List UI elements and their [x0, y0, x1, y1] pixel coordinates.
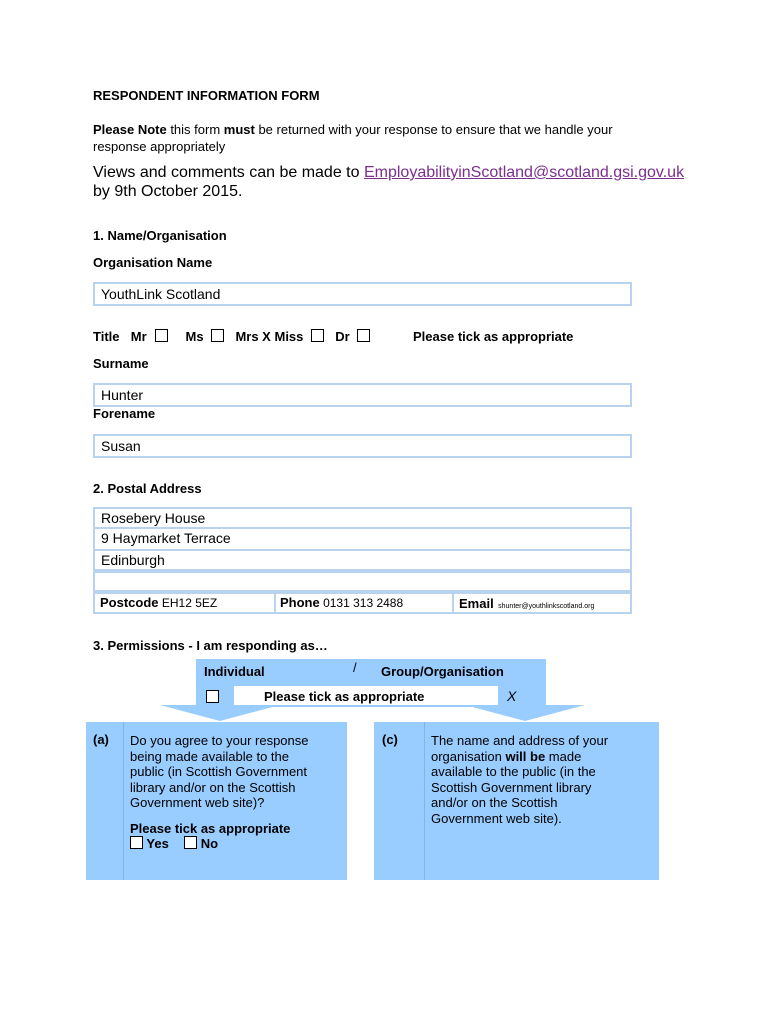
permission-tick-note: Please tick as appropriate [264, 689, 425, 704]
no-label: No [200, 836, 219, 851]
phone-cell[interactable] [280, 595, 403, 610]
contact-row [93, 592, 632, 614]
title-mr-label: Mr [130, 329, 147, 344]
please-note [93, 121, 693, 155]
email-link[interactable]: EmployabilityinScotland@scotland.gsi.gov.uk [363, 164, 685, 181]
section1-heading: 1. Name/Organisation [93, 228, 227, 243]
box-a-line: library and/or on the Scottish [130, 779, 296, 795]
arrow-down-left-icon [150, 705, 290, 723]
surname-label: Surname [93, 356, 149, 371]
yes-label: Yes [146, 836, 169, 851]
note-part1: this form [166, 122, 224, 137]
views-lead: Views and comments can be made to [93, 164, 364, 181]
box-a-line: public (in Scottish Government [130, 764, 308, 779]
individual-checkbox[interactable] [206, 690, 219, 703]
box-c-line: available to the public (in the [431, 764, 596, 779]
email-value: shunter@youthlinkscotland.org [498, 603, 595, 610]
slash-separator: / [353, 660, 357, 675]
box-c-text [431, 733, 608, 826]
box-c-line [431, 749, 608, 765]
views-text [93, 163, 733, 201]
box-c-line: Scottish Government library [431, 779, 592, 795]
note-line2: response appropriately [93, 139, 226, 154]
title-miss-label: Miss [274, 329, 304, 344]
arrow-down-right-icon [455, 705, 595, 723]
org-name-label: Organisation Name [93, 255, 213, 270]
permission-box-a [86, 722, 347, 880]
box-c-line: The name and address of your [431, 733, 609, 748]
title-mr-checkbox[interactable] [155, 329, 168, 342]
postcode-label: Postcode [100, 595, 159, 610]
title-mrs-label: Mrs X [235, 329, 271, 344]
title-dr-checkbox[interactable] [357, 329, 370, 342]
box-c-will-be: will be [505, 748, 546, 764]
box-a-line: Do you agree to your response [130, 733, 309, 748]
address-line-2[interactable]: 9 Haymarket Terrace [93, 529, 632, 551]
permission-box-c [374, 722, 659, 880]
section3-heading: 3. Permissions - I am responding as… [93, 638, 328, 653]
yes-checkbox[interactable] [130, 836, 143, 849]
form-title: RESPONDENT INFORMATION FORM [93, 88, 320, 103]
title-ms-checkbox[interactable] [211, 329, 224, 342]
box-a-line: Government web site)? [130, 795, 265, 810]
box-c-line: and/or on the Scottish [431, 795, 558, 810]
note-part2: be returned with your response to ensure that we handle your [254, 122, 613, 137]
postcode-cell[interactable] [100, 595, 217, 610]
no-checkbox[interactable] [184, 836, 197, 849]
box-c-line: Government web site). [431, 810, 562, 826]
box-c-line2-post: made [545, 748, 582, 764]
forename-label: Forename [93, 406, 156, 421]
box-a-tick-note: Please tick as appropriate [130, 821, 291, 836]
box-a-letter: (a) [93, 732, 109, 747]
phone-label: Phone [280, 595, 320, 610]
box-c-letter: (c) [382, 732, 398, 747]
address-line-3[interactable]: Edinburgh [93, 551, 632, 571]
yes-no-row [130, 836, 218, 851]
title-miss-checkbox[interactable] [311, 329, 324, 342]
note-must: must [223, 122, 255, 137]
individual-label: Individual [204, 664, 265, 679]
title-ms-label: Ms [185, 329, 204, 344]
box-a-line: being made available to the [130, 748, 290, 764]
views-deadline: by 9th October 2015. [93, 183, 243, 200]
surname-field[interactable]: Hunter [93, 383, 632, 407]
box-c-line2-pre: organisation [431, 748, 506, 764]
email-cell[interactable] [459, 595, 594, 613]
title-tick-note: Please tick as appropriate [413, 329, 574, 344]
email-label: Email [459, 596, 494, 611]
note-lead: Please Note [93, 122, 167, 137]
group-label: Group/Organisation [381, 664, 504, 679]
section2-heading: 2. Postal Address [93, 481, 202, 496]
org-name-field[interactable]: YouthLink Scotland [93, 282, 632, 306]
box-a-question [130, 733, 309, 811]
address-line-4[interactable] [93, 571, 632, 592]
postcode-value: EH12 5EZ [161, 596, 218, 610]
phone-value: 0131 313 2488 [323, 596, 404, 610]
address-line-1[interactable]: Rosebery House [93, 507, 632, 529]
forename-field[interactable]: Susan [93, 434, 632, 458]
title-dr-label: Dr [335, 329, 350, 344]
title-row [93, 329, 370, 344]
group-checkbox-mark[interactable]: X [507, 688, 517, 704]
title-label: Title [93, 329, 120, 344]
